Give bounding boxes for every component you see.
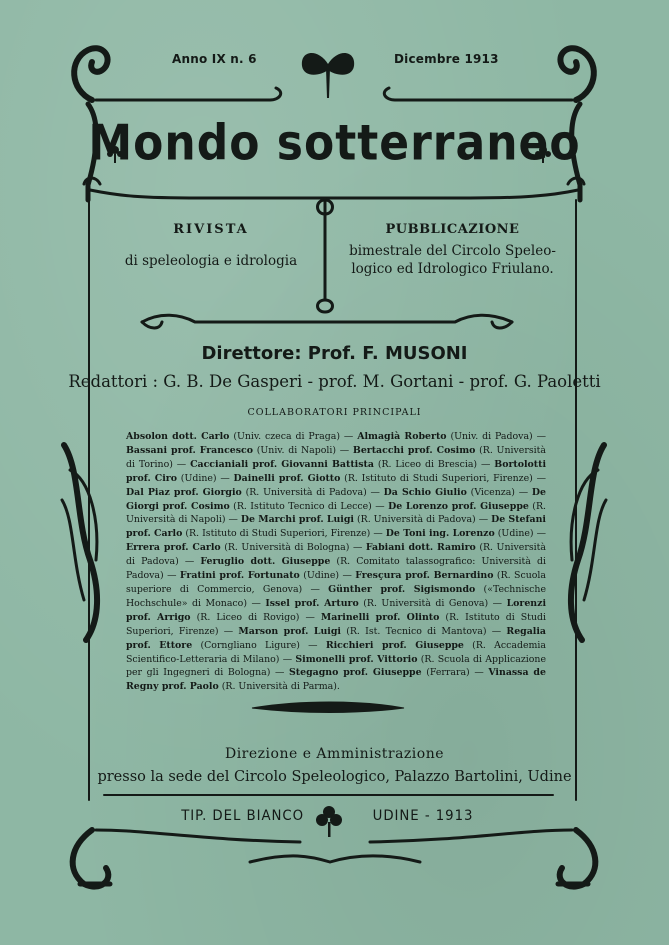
issue-date: Dicembre 1913 bbox=[394, 52, 499, 66]
subtitle-right-line1: bimestrale del Circolo Speleo- bbox=[349, 243, 556, 259]
collaborator-name: Vinassa de Regny prof. Paolo bbox=[126, 667, 546, 693]
collaborator-affiliation: (R. Istituto di Studi Superiori, Firenze) bbox=[340, 472, 533, 484]
collaborator-affiliation: (Udine) bbox=[299, 570, 340, 582]
collaborator-name: Absolon dott. Carlo bbox=[126, 431, 230, 442]
subtitle-left bbox=[106, 222, 316, 269]
collaborator-name: Bassani prof. Francesco bbox=[126, 444, 253, 456]
collaborator-affiliation: (R. Liceo di Brescia) bbox=[373, 458, 478, 470]
administration-line2: presso la sede del Circolo Speleologico, Palazzo Bartolini, Udine bbox=[97, 769, 572, 785]
collaborator-entry bbox=[234, 473, 533, 484]
collaborator-name: Almagià Roberto bbox=[357, 431, 447, 442]
collaborator-name: De Marchi prof. Luigi bbox=[240, 514, 354, 526]
collaborator-entry bbox=[180, 570, 339, 581]
issue-number: Anno IX n. 6 bbox=[172, 52, 257, 66]
collaborators-list: Absolon dott. Carlo (Univ. czeca di Praga) — Almagià Roberto (Univ. di Padova) — Bassani prof. Francesco (Univ. di Napoli) — Bertacchi prof. Cosimo (R. Università di Torino) — Caccianiali prof. Giovanni Battista (R. Liceo di Brescia) — Bortolotti prof. Ciro (Udine) — Dainelli prof. Giotto (R. Istituto di Studi Superiori, Firenze) — Dal Piaz prof. Giorgio (R. Università di Padova) — Da Schio Giulio (Vicenza) — De Giorgi prof. Cosimo (R. Istituto Tecnico di Lecce) — De Lorenzo prof. Giuseppe (R. Università di Napoli) — De Marchi prof. Luigi (R. Università di Padova) — De Stefani prof. Carlo (R. Istituto di Studi Superiori, Firenze) — De Toni ing. Lorenzo (Udine) — Errera prof. Carlo (R. Università di Bologna) — Fabiani dott. Ramiro (R. Università di Padova) — Feruglio dott. Giuseppe (R. Comitato talassografico: Università di Padova) — Fratini prof. Fortunato (Udine) — Fresçura prof. Bernardino (R. Scuola superiore di Commercio, Genova) — Günther prof. Sigismondo («Technische Hochschule» di Monaco) — Issel prof. Arturo (R. Università di Genova) — Lorenzi prof. Arrigo (R. Liceo di Rovigo) — Marinelli prof. Olinto (R. Istituto di Studi Superiori, Firenze) — Marson prof. Luigi (R. Ist. Tecnico di Mantova) — Regalia prof. Ettore (Corngliano Ligure) — Ricchieri prof. Giuseppe (R. Accademia Scientifico-Letteraria di Milano) — Simonelli prof. Vittorio (R. Scuola di Applicazione per gli Ingegneri di Bologna) — Stegagno prof. Giuseppe (Ferrara) — Vinassa de Regny prof. Paolo (R. Università di Parma). bbox=[126, 431, 547, 693]
collaborator-affiliation: (R. Università di Torino) bbox=[126, 444, 546, 470]
collaborator-name: Regalia prof. Ettore bbox=[126, 625, 547, 651]
director-line: Direttore: Prof. F. MUSONI bbox=[201, 343, 468, 364]
collaborator-affiliation: (R. Istituto di Studi Superiori, Firenze) bbox=[182, 528, 371, 540]
collaborator-entry bbox=[126, 445, 336, 456]
collaborator-name: Dainelli prof. Giotto bbox=[233, 472, 341, 484]
editors-line: Redattori : G. B. De Gasperi - prof. M. Gortani - prof. G. Paoletti bbox=[68, 372, 601, 391]
collaborator-name: Lorenzi prof. Arrigo bbox=[126, 597, 547, 623]
collaborator-name: Issel prof. Arturo bbox=[265, 597, 359, 609]
collaborator-name: Simonelli prof. Vittorio bbox=[295, 653, 418, 665]
collaborator-affiliation: (Corngliano Ligure) bbox=[192, 639, 300, 651]
collaborator-affiliation: (R. Liceo di Rovigo) bbox=[190, 611, 300, 623]
collaborator-name: De Stefani prof. Carlo bbox=[126, 514, 546, 540]
collaborator-affiliation: (R. Scuola superiore di Commercio, Genova) bbox=[126, 570, 546, 595]
collaborator-entry bbox=[241, 514, 476, 525]
collaborator-affiliation: (R. Università di Padova) bbox=[126, 542, 546, 568]
collaborator-entry bbox=[289, 667, 470, 678]
collaborator-affiliation: (R. Università di Padova) bbox=[241, 486, 367, 498]
subtitle-right bbox=[340, 222, 565, 277]
page-title: Mondo sotterraneo bbox=[88, 114, 581, 173]
collaborator-affiliation: (R. Istituto di Studi Superiori, Firenze) bbox=[126, 611, 546, 637]
collaborator-name: Feruglio dott. Giuseppe bbox=[200, 556, 331, 568]
subtitle-right-label: PUBBLICAZIONE bbox=[385, 222, 520, 237]
collaborator-entry bbox=[238, 626, 486, 637]
collaborator-affiliation: (Univ. di Padova) bbox=[446, 431, 533, 442]
collaborator-name: Ricchieri prof. Giuseppe bbox=[325, 639, 464, 651]
collaborator-entry bbox=[126, 487, 367, 498]
collaborator-name: Dal Piaz prof. Giorgio bbox=[126, 486, 242, 498]
collaborator-affiliation: (Univ. czeca di Praga) bbox=[229, 431, 341, 442]
collaborator-name: Caccianiali prof. Giovanni Battista bbox=[190, 458, 374, 470]
printer-name: TIP. DEL BIANCO bbox=[181, 808, 305, 824]
collaborator-name: Marson prof. Luigi bbox=[238, 625, 341, 637]
subtitle-right-line2: logico ed Idrologico Friulano. bbox=[351, 261, 554, 277]
collaborator-name: Fabiani dott. Ramiro bbox=[365, 542, 476, 554]
collaborator-affiliation: (Vicenza) bbox=[466, 486, 515, 498]
collaborator-entry bbox=[190, 459, 477, 470]
collaborator-name: Fresçura prof. Bernardino bbox=[355, 570, 494, 582]
collaborator-entry bbox=[265, 598, 488, 609]
collaborator-entry bbox=[384, 487, 515, 498]
collaborator-name: Günther prof. Sigismondo bbox=[328, 583, 476, 595]
printer-place-year: UDINE - 1913 bbox=[372, 808, 474, 824]
collaborator-name: Stegagno prof. Giuseppe bbox=[289, 667, 422, 679]
collaborator-affiliation: (Ferrara) bbox=[421, 667, 470, 679]
collaborator-affiliation: (Udine) bbox=[177, 472, 217, 484]
collaborator-entry bbox=[126, 542, 349, 553]
collaborator-affiliation: (R. Università di Parma). bbox=[218, 681, 340, 693]
shamrock-icon bbox=[314, 804, 344, 838]
collaborator-entry bbox=[386, 528, 534, 539]
collaborator-affiliation: (Univ. di Napoli) bbox=[252, 444, 337, 456]
collaborators-heading: COLLABORATORI PRINCIPALI bbox=[247, 407, 422, 418]
collaborator-name: De Lorenzo prof. Giuseppe bbox=[388, 500, 529, 512]
administration-line1: Direzione e Amministrazione bbox=[224, 746, 444, 762]
collaborator-affiliation: (R. Ist. Tecnico di Mantova) bbox=[340, 625, 487, 637]
collaborator-affiliation: (R. Università di Genova) bbox=[358, 597, 489, 609]
subtitle-left-text: di speleologia e idrologia bbox=[124, 253, 298, 269]
subtitle-left-label: RIVISTA bbox=[173, 222, 249, 237]
collaborator-affiliation: (R. Università di Napoli) bbox=[126, 500, 546, 526]
collaborator-affiliation: (Udine) bbox=[494, 528, 534, 540]
collaborator-name: De Giorgi prof. Cosimo bbox=[126, 486, 546, 512]
moth-icon bbox=[298, 44, 358, 100]
collaborator-affiliation: (R. Comitato talassografico: Università di Padova) bbox=[126, 556, 546, 582]
collaborator-affiliation: («Technische Hochschule» di Monaco) bbox=[126, 583, 546, 609]
collaborator-name: Fratini prof. Fortunato bbox=[179, 570, 300, 582]
collaborator-affiliation: (R. Istituto Tecnico di Lecce) bbox=[229, 500, 372, 512]
collaborator-affiliation: (R. Scuola di Applicazione per gli Ingegneri di Bologna) bbox=[126, 653, 547, 679]
collaborator-name: De Toni ing. Lorenzo bbox=[385, 528, 495, 540]
collaborator-affiliation: (R. Università di Bologna) bbox=[220, 542, 350, 554]
collaborator-name: Bertacchi prof. Cosimo bbox=[352, 444, 476, 456]
collaborator-entry bbox=[357, 431, 532, 442]
collaborator-name: Errera prof. Carlo bbox=[126, 542, 221, 554]
collaborator-name: Bortolotti prof. Ciro bbox=[126, 458, 547, 484]
collaborator-entry bbox=[126, 431, 340, 442]
collaborator-affiliation: (R. Università di Padova) bbox=[354, 514, 476, 526]
collaborator-name: Da Schio Giulio bbox=[383, 486, 467, 498]
collaborator-name: Marinelli prof. Olinto bbox=[320, 611, 440, 623]
collaborator-affiliation: (R. Accademia Scientifico-Letteraria di Milano) bbox=[126, 639, 546, 665]
